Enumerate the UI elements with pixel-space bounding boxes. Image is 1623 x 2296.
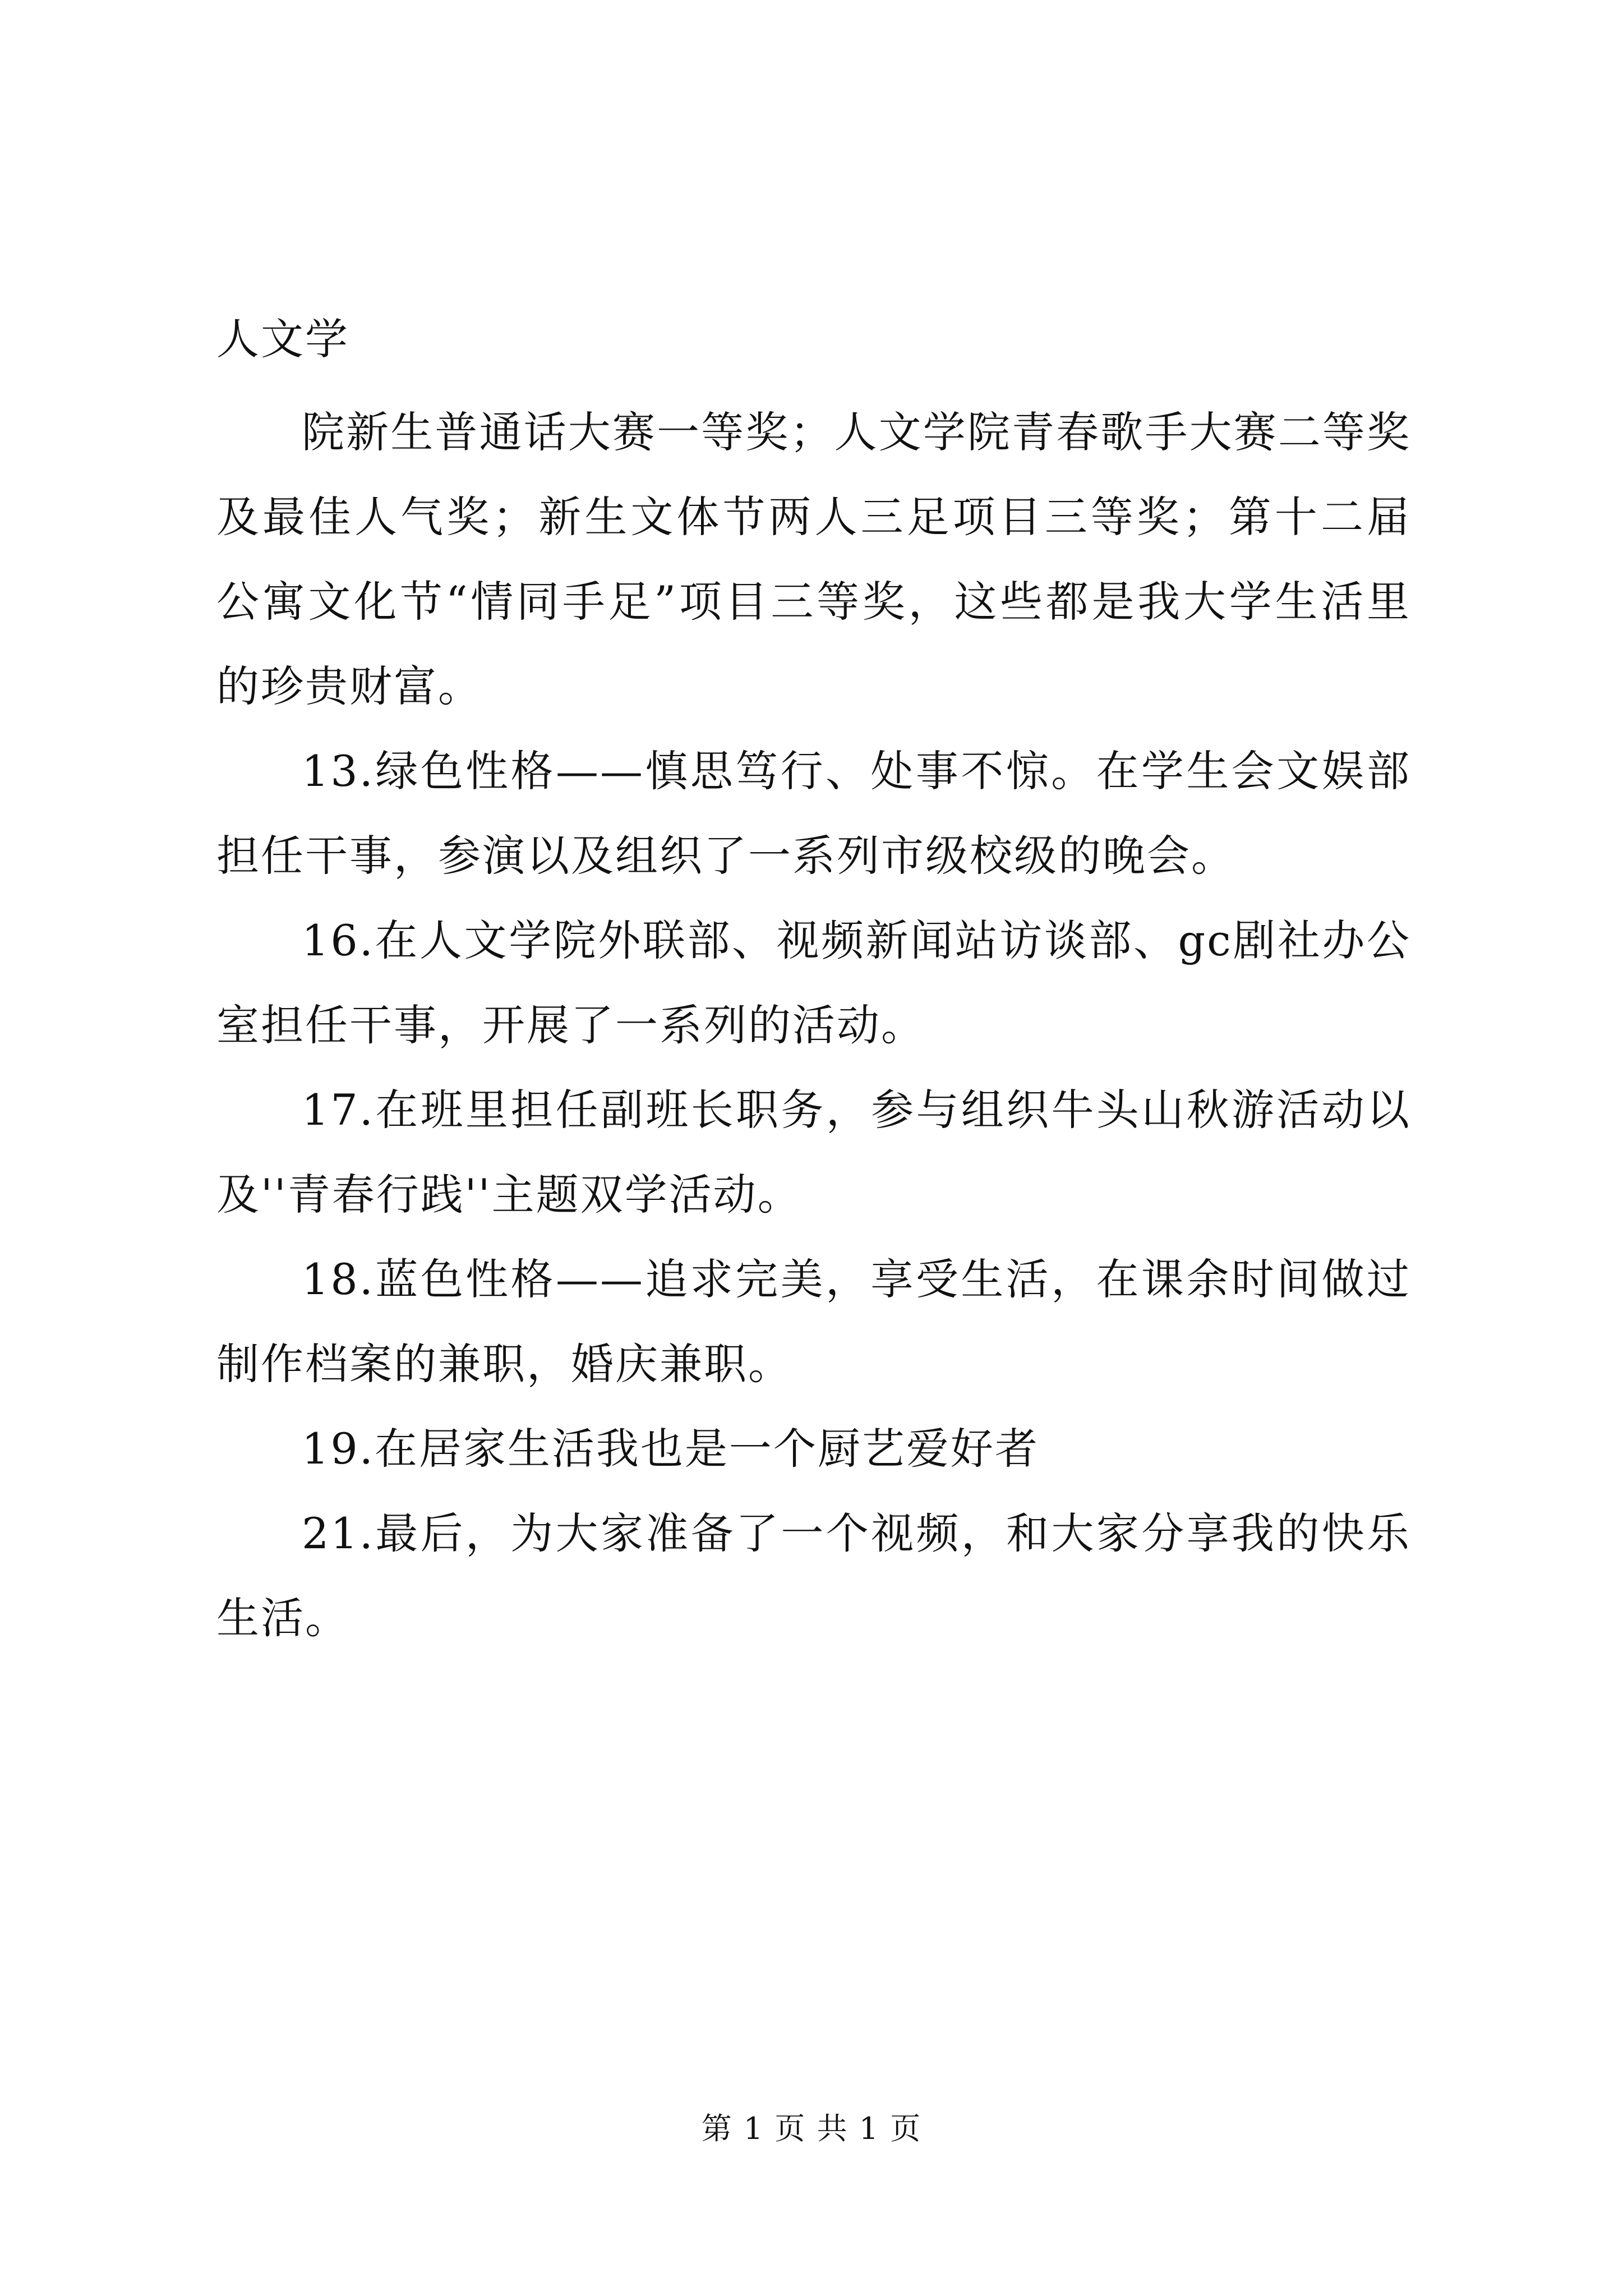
paragraph-item-19: 19.在居家生活我也是一个厨艺爱好者 — [302, 1424, 1039, 1474]
paragraph-item-16: 16.在人文学院外联部、视频新闻站访谈部、gc剧社办公室担任干事，开展了一系列的活动。 — [216, 915, 1411, 1050]
document-body — [216, 303, 1411, 1660]
paragraph-heading-fragment: 人文学 — [216, 314, 349, 364]
paragraph-item-17: 17.在班里担任副班长职务，参与组织牛头山秋游活动以及''青春行践''主题双学活动。 — [216, 1085, 1411, 1220]
paragraph-item-13: 13.绿色性格——慎思笃行、处事不惊。在学生会文娱部担任干事，参演以及组织了一系列市级校级的晚会。 — [216, 746, 1411, 881]
page-number-footer: 第 1 页 共 1 页 — [701, 2111, 922, 2146]
paragraph-item-18: 18.蓝色性格——追求完美，享受生活，在课余时间做过制作档案的兼职，婚庆兼职。 — [216, 1254, 1411, 1389]
paragraph-item-21: 21.最后，为大家准备了一个视频，和大家分享我的快乐生活。 — [216, 1508, 1411, 1643]
paragraph-awards: 院新生普通话大赛一等奖；人文学院青春歌手大赛二等奖及最佳人气奖；新生文体节两人三足项目三等奖；第十二届公寓文化节“情同手足”项目三等奖，这些都是我大学生活里的珍贵财富。 — [216, 407, 1411, 711]
